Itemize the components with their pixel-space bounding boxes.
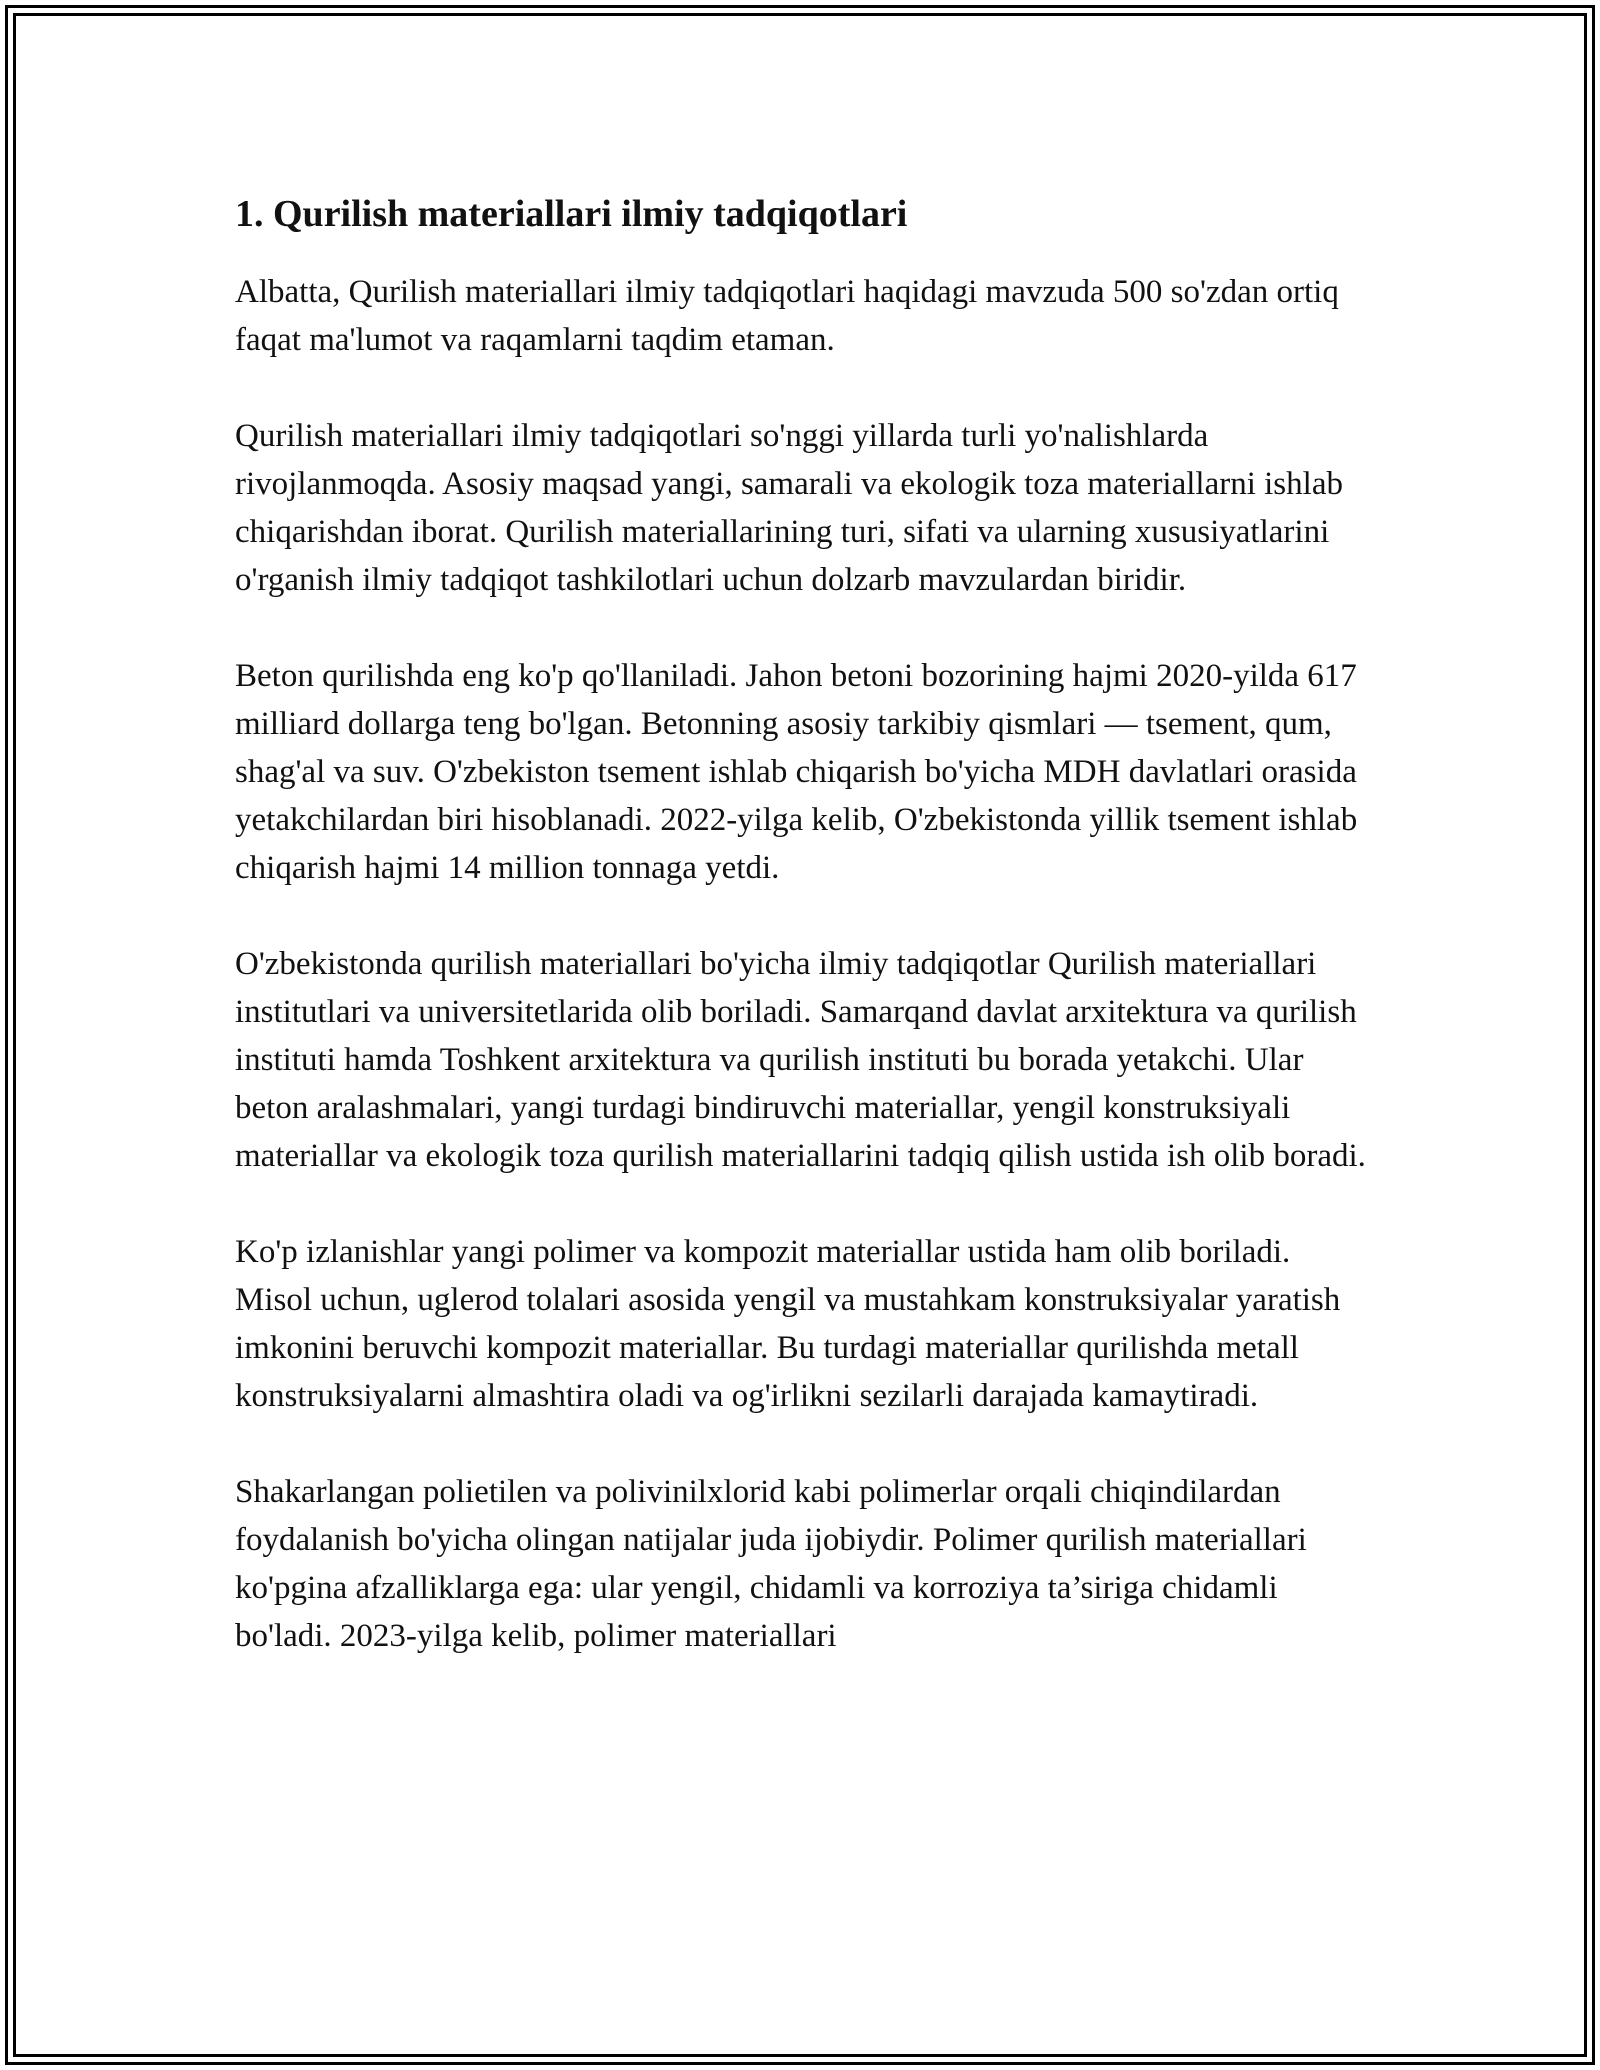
paragraph-research-overview: Qurilish materiallari ilmiy tadqiqotlari so'nggi yillarda turli yo'nalishlarda rivojlanmoqda. Asosiy maqsad yangi, samarali va ekologik toza materiallarni ishlab chiqarishdan iborat. Qurilish materiallarining turi, sifati va ularning xususiyatlarini o'rganish ilmiy tadqiqot tashkilotlari uchun dolzarb mavzulardan biridir. (235, 418, 1343, 598)
paragraph-composites: Ko'p izlanishlar yangi polimer va kompozit materiallar ustida ham olib boriladi. Misol uchun, uglerod tolalari asosida yengil va mustahkam konstruksiyalar yaratish imkonini beruvchi kompozit materiallar. Bu turdagi materiallar qurilishda metall konstruksiyalarni almashtira oladi va og'irlikni sezilarli darajada kamaytiradi. (235, 1234, 1341, 1414)
paragraph-concrete: Beton qurilishda eng ko'p qo'llaniladi. Jahon betoni bozorining hajmi 2020-yilda 617 milliard dollarga teng bo'lgan. Betonning asosiy tarkibiy qismlari — tsement, qum, shag'al va suv. O'zbekiston tsement ishlab chiqarish bo'yicha MDH davlatlari orasida yetakchilardan biri hisoblanadi. 2022-yilga kelib, O'zbekistonda yillik tsement ishlab chiqarish hajmi 14 million tonnaga yetdi. (235, 658, 1358, 886)
paragraph-institutes: O'zbekistonda qurilish materiallari bo'yicha ilmiy tadqiqotlar Qurilish materiallari institutlari va universitetlarida olib boriladi. Samarqand davlat arxitektura va qurilish instituti hamda Toshkent arxitektura va qurilish instituti bu borada yetakchi. Ular beton aralashmalari, yangi turdagi bindiruvchi materiallar, yengil konstruksiyali materiallar va ekologik toza qurilish materiallarini tadqiq qilish ustida ish olib boradi. (235, 946, 1366, 1174)
section-heading: 1. Qurilish materiallari ilmiy tadqiqotlari (235, 193, 908, 235)
paragraph-intro: Albatta, Qurilish materiallari ilmiy tadqiqotlari haqidagi mavzuda 500 so'zdan ortiq faqat ma'lumot va raqamlarni taqdim etaman. (235, 274, 1339, 358)
paragraph-polymers: Shakarlangan polietilen va polivinilxlorid kabi polimerlar orqali chiqindilardan foydalanish bo'yicha olingan natijalar juda ijobiydir. Polimer qurilish materiallari ko'pgina afzalliklarga ega: ular yengil, chidamli va korroziya ta’siriga chidamli bo'ladi. 2023-yilga kelib, polimer materiallari (235, 1474, 1307, 1654)
document-body (235, 186, 1375, 1708)
